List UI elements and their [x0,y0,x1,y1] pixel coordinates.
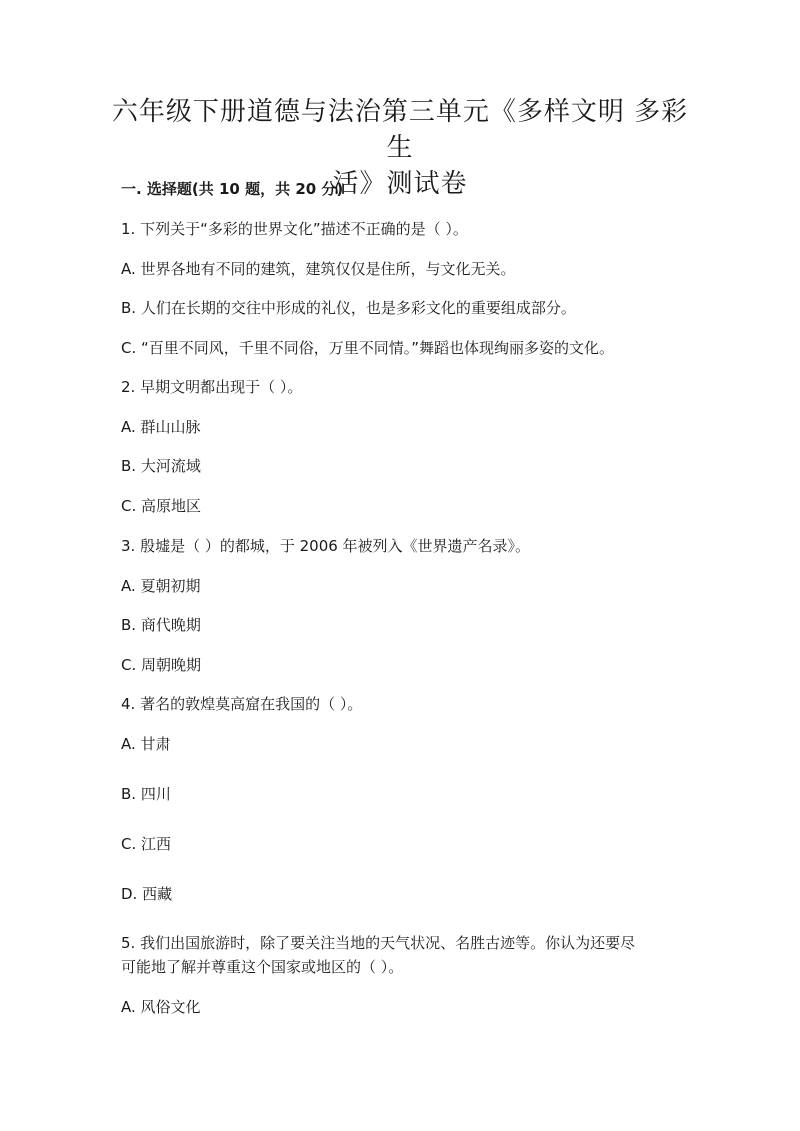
question-2-option-a: A. 群山山脉 [121,418,201,436]
title-line-2: 活》测试卷 [332,169,468,199]
question-1-option-b: B. 人们在长期的交往中形成的礼仪，也是多彩文化的重要组成部分。 [121,299,576,317]
question-3-option-b: B. 商代晚期 [121,616,201,634]
question-3-option-c: C. 周朝晚期 [121,656,202,674]
question-5-option-a: A. 风俗文化 [121,998,201,1016]
question-1-option-a: A. 世界各地有不同的建筑，建筑仅仅是住所，与文化无关。 [121,260,516,278]
section-heading: 一. 选择题(共 10 题，共 20 分) [121,180,344,198]
question-1-stem: 1. 下列关于“多彩的世界文化”描述不正确的是（ ）。 [121,220,468,238]
title-line-1: 六年级下册道德与法治第三单元《多样文明 多彩生 [111,97,689,163]
question-3-option-a: A. 夏朝初期 [121,577,201,595]
question-2-stem: 2. 早期文明都出现于（ ）。 [121,378,303,396]
question-4-option-c: C. 江西 [121,835,172,853]
question-3-stem: 3. 殷墟是（ ）的都城，于 2006 年被列入《世界遗产名录》。 [121,537,531,555]
question-5-stem-line-1: 5. 我们出国旅游时，除了要关注当地的天气状况、名胜古迹等。你认为还要尽 [121,934,636,952]
question-1-option-c: C. “百里不同风，千里不同俗，万里不同情。”舞蹈也体现绚丽多姿的文化。 [121,339,615,357]
question-4-option-d: D. 西藏 [121,885,173,903]
question-2-option-b: B. 大河流域 [121,457,201,475]
question-5-stem-line-2: 可能地了解并尊重这个国家或地区的（ ）。 [121,958,404,976]
question-4-option-b: B. 四川 [121,785,171,803]
question-4-stem: 4. 著名的敦煌莫高窟在我国的（ ）。 [121,695,363,713]
question-2-option-c: C. 高原地区 [121,497,202,515]
question-4-option-a: A. 甘肃 [121,735,171,753]
